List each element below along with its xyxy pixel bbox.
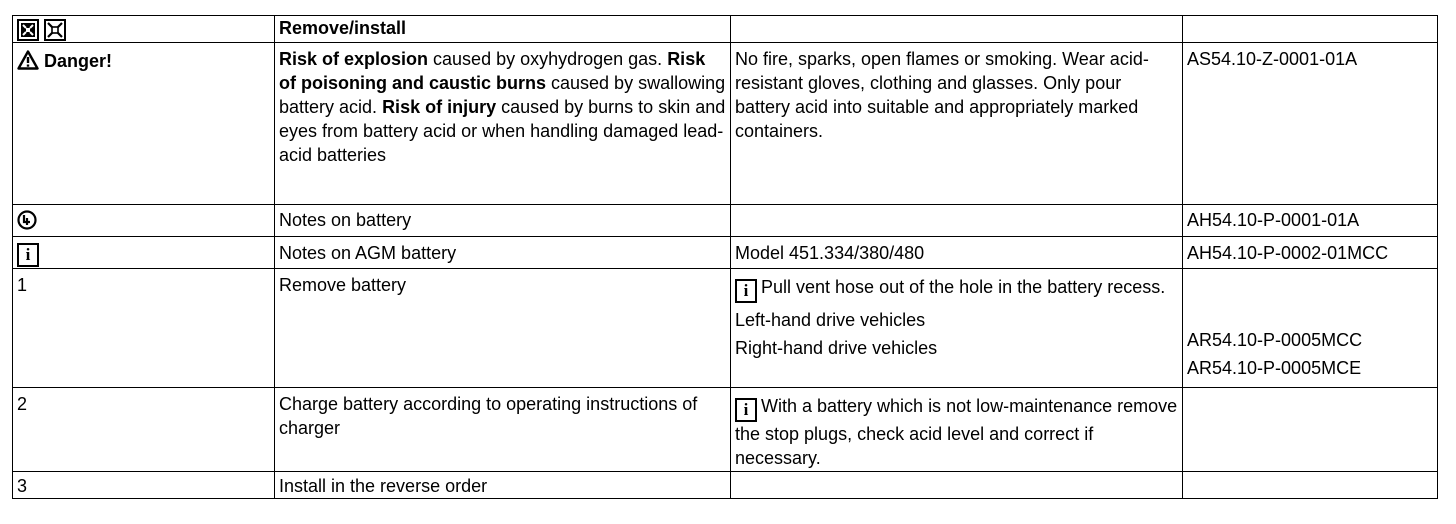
step-1-label: Remove battery (275, 269, 731, 388)
step-1-number: 1 (13, 269, 275, 388)
danger-label: Danger! (44, 51, 113, 71)
header-empty-cell-4 (1183, 16, 1438, 43)
notes-battery-label: Notes on battery (275, 205, 731, 237)
step-1-details (731, 269, 1183, 388)
step-3-number: 3 (13, 472, 275, 499)
risk-explosion-text: caused by oxyhydrogen gas. (428, 49, 668, 69)
step-1-rhd: Right-hand drive vehicles (735, 338, 938, 358)
danger-row (13, 43, 1438, 205)
risk-explosion-label: Risk of explosion (279, 49, 429, 69)
info-icon: i (17, 243, 39, 267)
header-row (13, 16, 1438, 43)
step-2-empty (1183, 388, 1438, 472)
risk-injury-text: caused by burns to skin and eyes from battery acid or when handling damaged lead-acid batteries (279, 97, 726, 165)
notes-agm-label: Notes on AGM battery (275, 237, 731, 269)
notes-battery-icon-cell (13, 205, 275, 237)
step-2-row (13, 388, 1438, 472)
step-3-row (13, 472, 1438, 499)
step-3-empty-4 (1183, 472, 1438, 499)
warning-triangle-icon (17, 50, 39, 70)
step-2-label: Charge battery according to operating instructions of charger (275, 388, 731, 472)
info-icon: i (735, 398, 757, 422)
battery-notes-icon (17, 210, 37, 230)
step-2-note (731, 388, 1183, 472)
step-3-label: Install in the reverse order (275, 472, 731, 499)
danger-description (275, 43, 731, 205)
notes-agm-icon-cell (13, 237, 275, 269)
notes-agm-ref: AH54.10-P-0002-01MCC (1183, 237, 1438, 269)
danger-measures: No fire, sparks, open flames or smoking. Wear acid-resistant gloves, clothing and glasses. Only pour battery acid into suitable and appropriately marked containers. (731, 43, 1183, 205)
risk-poisoning-label: Risk of poisoning and caustic burns (279, 49, 706, 93)
procedure-table (12, 15, 1438, 499)
risk-poisoning-text: caused by swallowing battery acid. (279, 73, 726, 117)
step-1-note (735, 275, 1178, 303)
step-1-rhd-ref: AR54.10-P-0005MCE (1187, 358, 1362, 378)
notes-agm-row (13, 237, 1438, 269)
danger-label-cell (13, 43, 275, 205)
notes-battery-empty (731, 205, 1183, 237)
notes-battery-row (13, 205, 1438, 237)
step-1-refs (1183, 269, 1438, 388)
notes-battery-ref: AH54.10-P-0001-01A (1183, 205, 1438, 237)
step-2-number: 2 (13, 388, 275, 472)
info-icon: i (735, 279, 757, 303)
notes-agm-model: Model 451.334/380/480 (731, 237, 1183, 269)
remove-icon (17, 19, 39, 41)
step-3-empty-3 (731, 472, 1183, 499)
step-1-note-text: Pull vent hose out of the hole in the battery recess. (761, 277, 1166, 297)
header-title: Remove/install (275, 16, 731, 43)
step-1-lhd: Left-hand drive vehicles (735, 310, 926, 330)
risk-injury-label: Risk of injury (382, 97, 497, 117)
danger-ref: AS54.10-Z-0001-01A (1183, 43, 1438, 205)
header-icons-cell (13, 16, 275, 43)
install-icon (44, 19, 66, 41)
step-2-note-text: With a battery which is not low-maintenance remove the stop plugs, check acid level and correct if necessary. (735, 396, 1178, 468)
header-empty-cell-3 (731, 16, 1183, 43)
step-1-row (13, 269, 1438, 388)
step-1-lhd-ref: AR54.10-P-0005MCC (1187, 330, 1363, 350)
